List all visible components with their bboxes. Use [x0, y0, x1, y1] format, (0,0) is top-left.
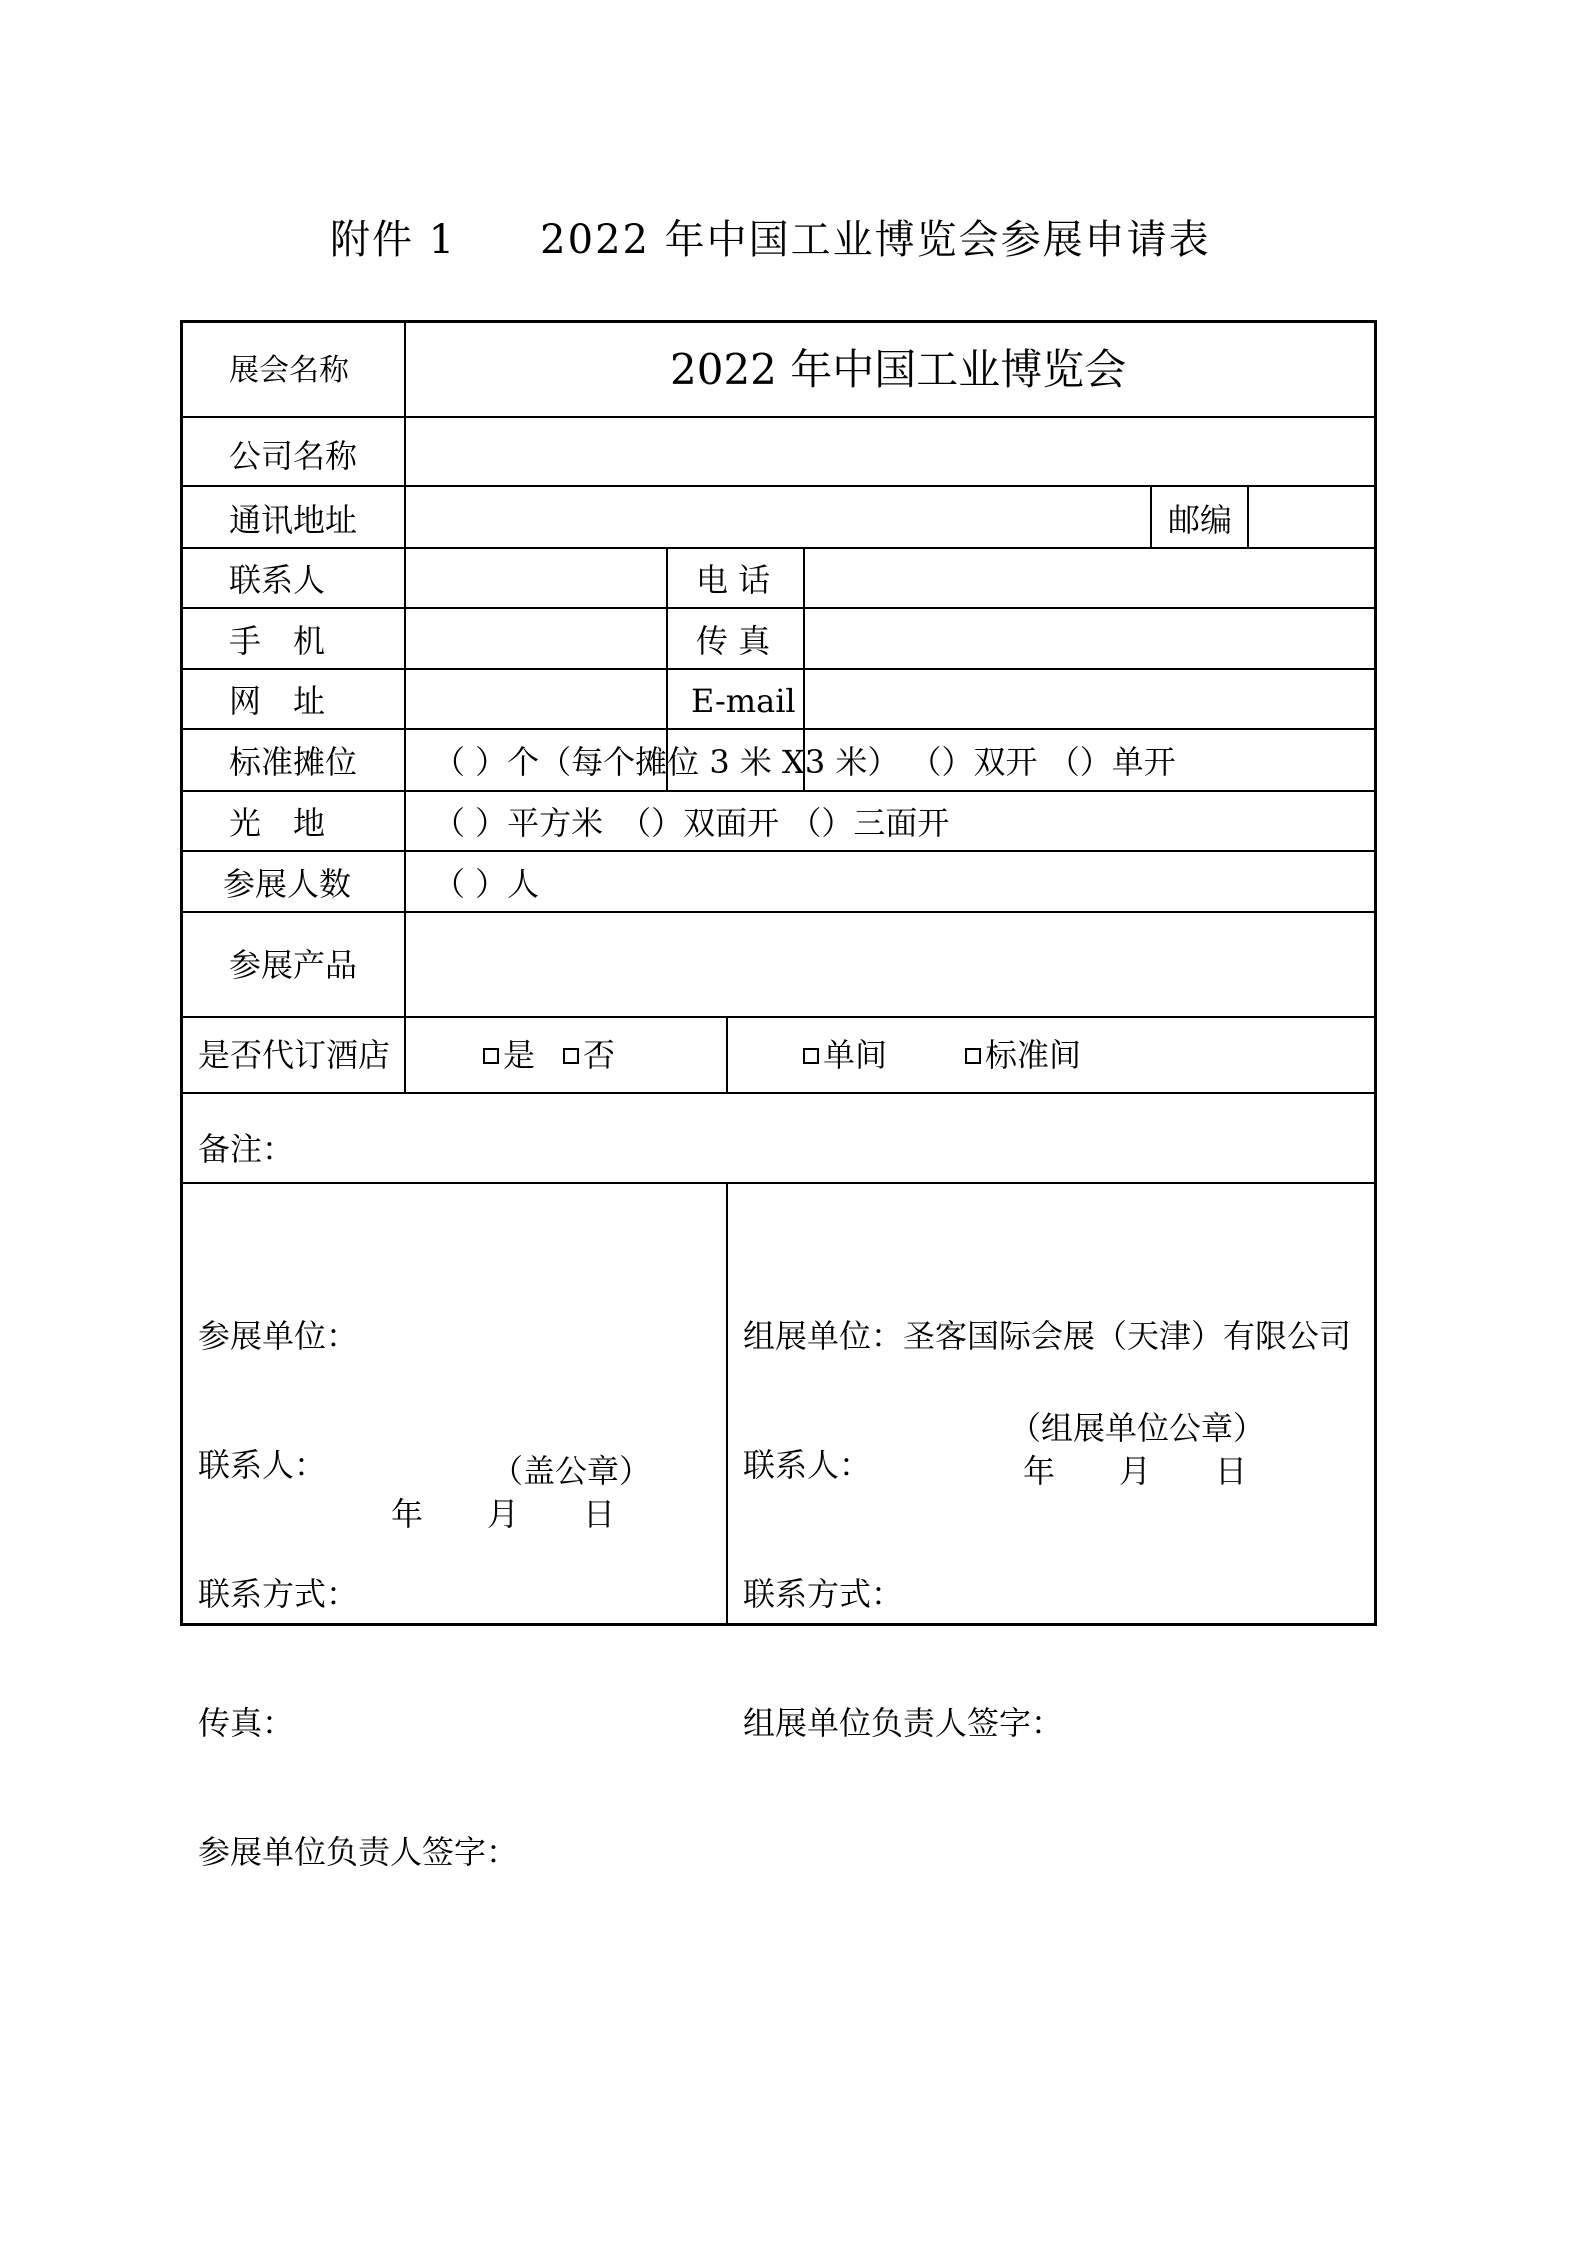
form-title: 2022 年中国工业博览会参展申请表 [540, 217, 1211, 263]
exhibitor-signature: 参展单位负责人签字： [198, 1833, 519, 1871]
fax-label: 传 真 [696, 622, 771, 660]
checkbox-icon [965, 1048, 981, 1064]
attendees-options[interactable]: （ ）人 [433, 865, 540, 903]
hotel-yes-option[interactable]: 是 [483, 1035, 535, 1075]
exhibitor-date: 年 月 日 [391, 1495, 616, 1533]
room-single-option[interactable]: 单间 [803, 1035, 887, 1075]
exhibitor-contact-method: 联系方式： [198, 1575, 359, 1613]
application-form [180, 320, 1377, 1871]
exhibitor-contact: 联系人： [198, 1446, 327, 1484]
hotel-label: 是否代订酒店 [198, 1036, 391, 1074]
address-label: 通讯地址 [229, 501, 358, 539]
attachment-label: 附件 1 [330, 217, 457, 263]
organizer-contact: 联系人： [743, 1446, 872, 1484]
exhibition-name-value: 2022 年中国工业博览会 [670, 345, 1127, 394]
remarks-label: 备注： [198, 1130, 295, 1168]
postcode-label: 邮编 [1168, 501, 1233, 539]
attendees-label: 参展人数 [223, 865, 352, 903]
raw-space-label: 光 地 [229, 804, 326, 842]
phone-label: 电 话 [696, 561, 771, 599]
organizer-signature: 组展单位负责人签字： [743, 1704, 1064, 1742]
standard-booth-label: 标准摊位 [229, 743, 358, 781]
hotel-no-option[interactable]: 否 [563, 1035, 615, 1075]
checkbox-icon [563, 1048, 579, 1064]
raw-space-options[interactable]: （ ）平方米 （）双面开 （）三面开 [433, 804, 950, 842]
exhibitor-seal: （盖公章） [491, 1452, 652, 1490]
organizer-unit: 组展单位：圣客国际会展（天津）有限公司 [743, 1317, 1352, 1355]
company-name-label: 公司名称 [229, 437, 358, 475]
email-label: E-mail [691, 682, 796, 720]
standard-booth-options[interactable]: （ ）个（每个摊位 3 米 X3 米） （）双开 （）单开 [433, 743, 1176, 781]
room-standard-option[interactable]: 标准间 [965, 1035, 1081, 1075]
organizer-contact-method: 联系方式： [743, 1575, 904, 1613]
exhibition-name-label: 展会名称 [229, 353, 349, 388]
page-title [330, 208, 1211, 265]
organizer-date: 年 月 日 [1023, 1452, 1248, 1490]
organizer-info [743, 1229, 1351, 1831]
checkbox-icon [803, 1048, 819, 1064]
exhibitor-info [198, 1229, 518, 1960]
website-label: 网 址 [229, 682, 326, 720]
exhibitor-fax: 传真： [198, 1704, 295, 1742]
products-label: 参展产品 [229, 946, 358, 984]
organizer-seal: （组展单位公章） [1009, 1409, 1266, 1447]
mobile-label: 手 机 [229, 622, 326, 660]
checkbox-icon [483, 1048, 499, 1064]
exhibitor-unit: 参展单位： [198, 1317, 359, 1355]
contact-label: 联系人 [229, 561, 326, 599]
